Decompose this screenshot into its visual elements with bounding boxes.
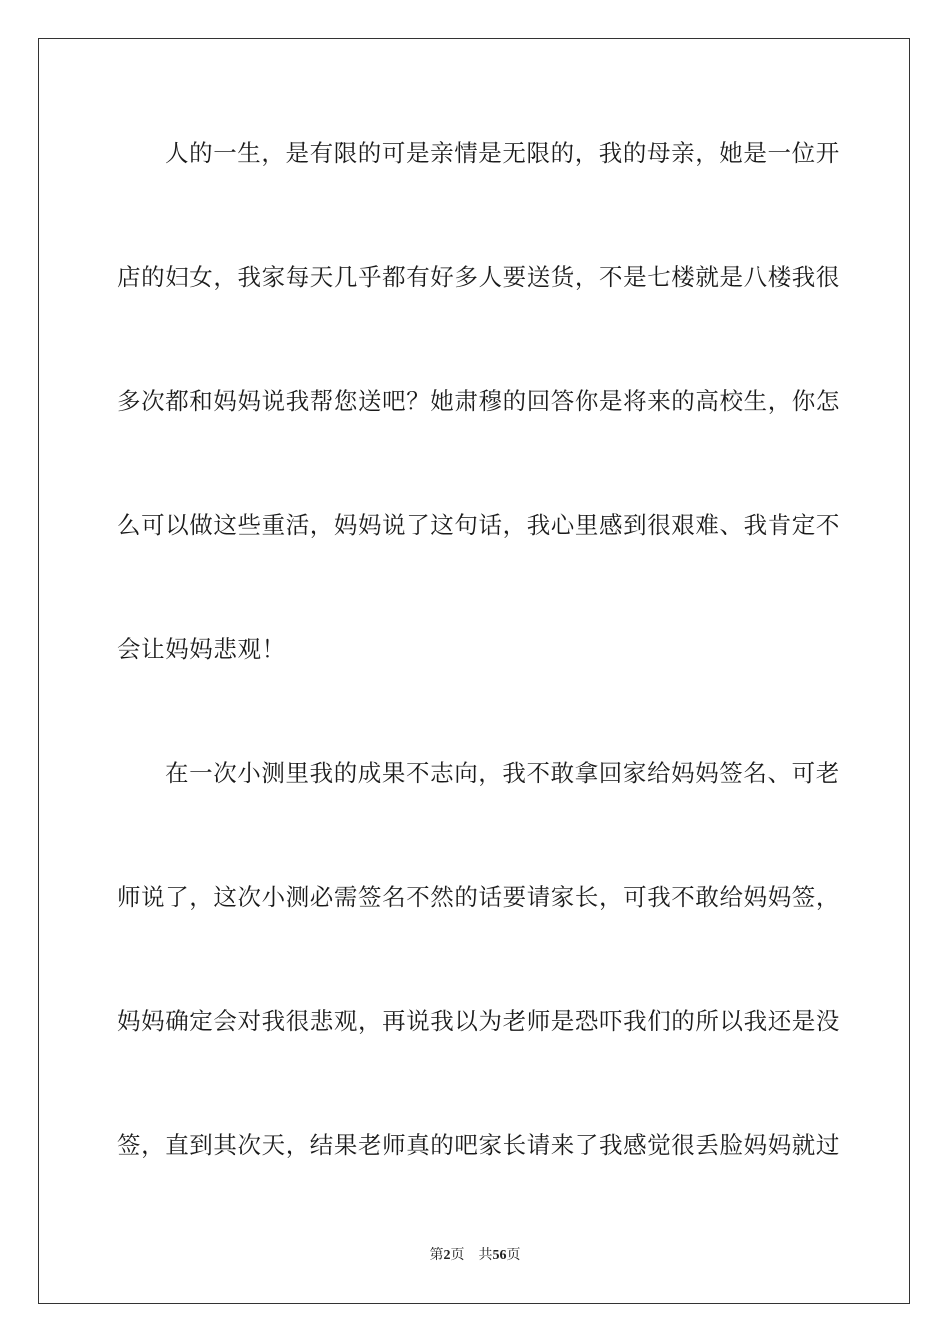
page-number: 2 bbox=[443, 1248, 451, 1263]
total-pages: 56 bbox=[492, 1248, 507, 1263]
paragraph-line: 么可以做这些重活，妈妈说了这句话，我心里感到很艰难、我肯定不 bbox=[117, 511, 840, 539]
paragraph-line: 签，直到其次天，结果老师真的吧家长请来了我感觉很丢脸妈妈就过 bbox=[117, 1131, 840, 1159]
paragraph-line: 人的一生，是有限的可是亲情是无限的，我的母亲，她是一位开 bbox=[165, 139, 840, 167]
paragraph-line: 多次都和妈妈说我帮您送吧？她肃穆的回答你是将来的高校生，你怎 bbox=[117, 387, 840, 415]
page-footer bbox=[0, 1246, 950, 1265]
paragraph-line: 店的妇女，我家每天几乎都有好多人要送货，不是七楼就是八楼我很 bbox=[117, 263, 840, 291]
paragraph-line: 妈妈确定会对我很悲观，再说我以为老师是恐吓我们的所以我还是没 bbox=[117, 1007, 840, 1035]
page-suffix: 页 bbox=[450, 1247, 465, 1263]
page-border bbox=[38, 38, 910, 1304]
total-suffix: 页 bbox=[506, 1247, 521, 1263]
page-prefix: 第 bbox=[429, 1247, 444, 1263]
total-prefix: 共 bbox=[478, 1247, 493, 1263]
paragraph-line: 师说了，这次小测必需签名不然的话要请家长，可我不敢给妈妈签， bbox=[117, 883, 840, 911]
paragraph-line: 在一次小测里我的成果不志向，我不敢拿回家给妈妈签名、可老 bbox=[165, 759, 840, 787]
paragraph-line: 会让妈妈悲观！ bbox=[117, 635, 286, 663]
